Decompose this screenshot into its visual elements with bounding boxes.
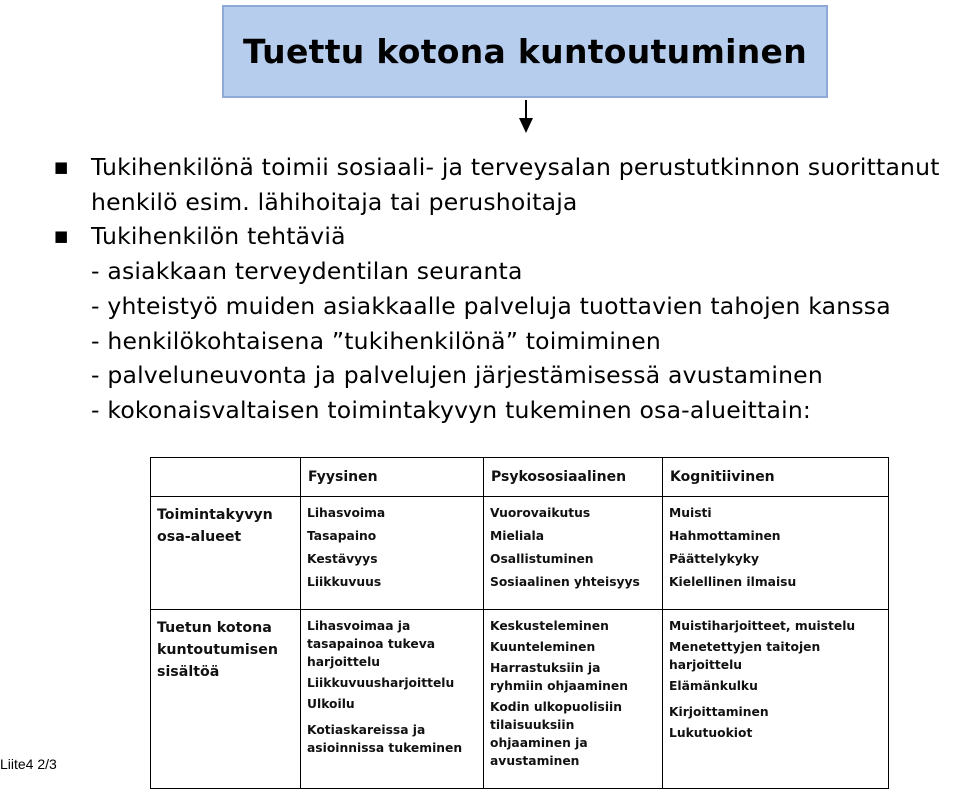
header-psychosocial: Psykososiaalinen <box>484 458 663 497</box>
cell-item: Mieliala <box>490 529 545 543</box>
cell-item: Liikkuvuusharjoittelu <box>307 676 455 690</box>
bullet-list <box>54 150 960 428</box>
sub-item: - henkilökohtaisena ”tukihenkilönä” toimiminen <box>91 326 661 355</box>
table-cell <box>301 497 484 610</box>
cell-item: Kielellinen ilmaisu <box>669 575 797 589</box>
table-row <box>151 497 889 610</box>
cell-item: Harrastuksiin ja ryhmiin ohjaaminen <box>490 661 629 693</box>
table-cell <box>484 610 663 789</box>
header-cognitive: Kognitiivinen <box>663 458 889 497</box>
cell-item: Vuorovaikutus <box>490 506 591 520</box>
sub-item: - kokonaisvaltaisen toimintakyvyn tukeminen osa-alueittain: <box>91 395 812 424</box>
table-cell <box>484 497 663 610</box>
table-row <box>151 610 889 789</box>
sub-item: - palveluneuvonta ja palvelujen järjestämisessä avustaminen <box>91 361 823 390</box>
bullet-text: Tukihenkilön tehtäviä <box>91 222 346 251</box>
bullet-item <box>54 219 960 254</box>
cell-item: Kodin ulkopuolisiin tilaisuuksiin ohjaaminen ja avustaminen <box>490 700 623 768</box>
cell-item: Ulkoilu <box>307 697 355 711</box>
cell-item: Hahmottaminen <box>669 529 781 543</box>
row-label: Tuetun kotona kuntoutumisen sisältöä <box>151 610 301 789</box>
cell-item: Muisti <box>669 506 712 520</box>
cell-item: Osallistuminen <box>490 552 594 566</box>
table-header-row <box>151 458 889 497</box>
cell-item: Tasapaino <box>307 529 377 543</box>
cell-item: Lihasvoima <box>307 506 386 520</box>
table-cell <box>663 610 889 789</box>
square-bullet-icon: ■ <box>54 227 69 246</box>
cell-item: Lukutuokiot <box>669 726 753 740</box>
footer-label: Liite4 2/3 <box>0 756 57 772</box>
cell-item: Muistiharjoitteet, muistelu <box>669 619 856 633</box>
table-cell <box>663 497 889 610</box>
cell-item: Kotiaskareissa ja asioinnissa tukeminen <box>307 723 463 755</box>
title-box <box>222 5 828 98</box>
square-bullet-icon: ■ <box>54 158 69 176</box>
cell-item: Kestävyys <box>307 552 378 566</box>
cell-item: Kuunteleminen <box>490 640 596 654</box>
cell-item: Kirjoittaminen <box>669 705 769 719</box>
table-cell <box>301 610 484 789</box>
page-title: Tuettu kotona kuntoutuminen <box>242 32 808 71</box>
sub-item: - yhteistyö muiden asiakkaalle palveluja tuottavien tahojen kanssa <box>91 291 891 320</box>
bullet-text: Tukihenkilönä toimii sosiaali- ja terveysalan perustutkinnon suorittanut <box>91 153 940 181</box>
down-arrow-icon <box>517 100 535 134</box>
bullet-item <box>54 150 960 219</box>
sub-list <box>54 254 960 428</box>
cell-item: Liikkuvuus <box>307 575 382 589</box>
cell-item: Päättelykyky <box>669 552 759 566</box>
cell-item: Lihasvoimaa ja tasapainoa tukeva harjoittelu <box>307 619 436 669</box>
bullet-text: henkilö esim. lähihoitaja tai perushoitaja <box>91 187 578 216</box>
header-physical: Fyysinen <box>301 458 484 497</box>
header-empty-cell <box>151 458 301 497</box>
capability-table <box>150 457 889 789</box>
cell-item: Menetettyjen taitojen harjoittelu <box>669 640 821 672</box>
sub-item: - asiakkaan terveydentilan seuranta <box>91 257 523 286</box>
cell-item: Elämänkulku <box>669 679 758 693</box>
cell-item: Keskusteleminen <box>490 619 609 633</box>
row-label: Toimintakyvyn osa-alueet <box>151 497 301 610</box>
cell-item: Sosiaalinen yhteisyys <box>490 575 640 589</box>
